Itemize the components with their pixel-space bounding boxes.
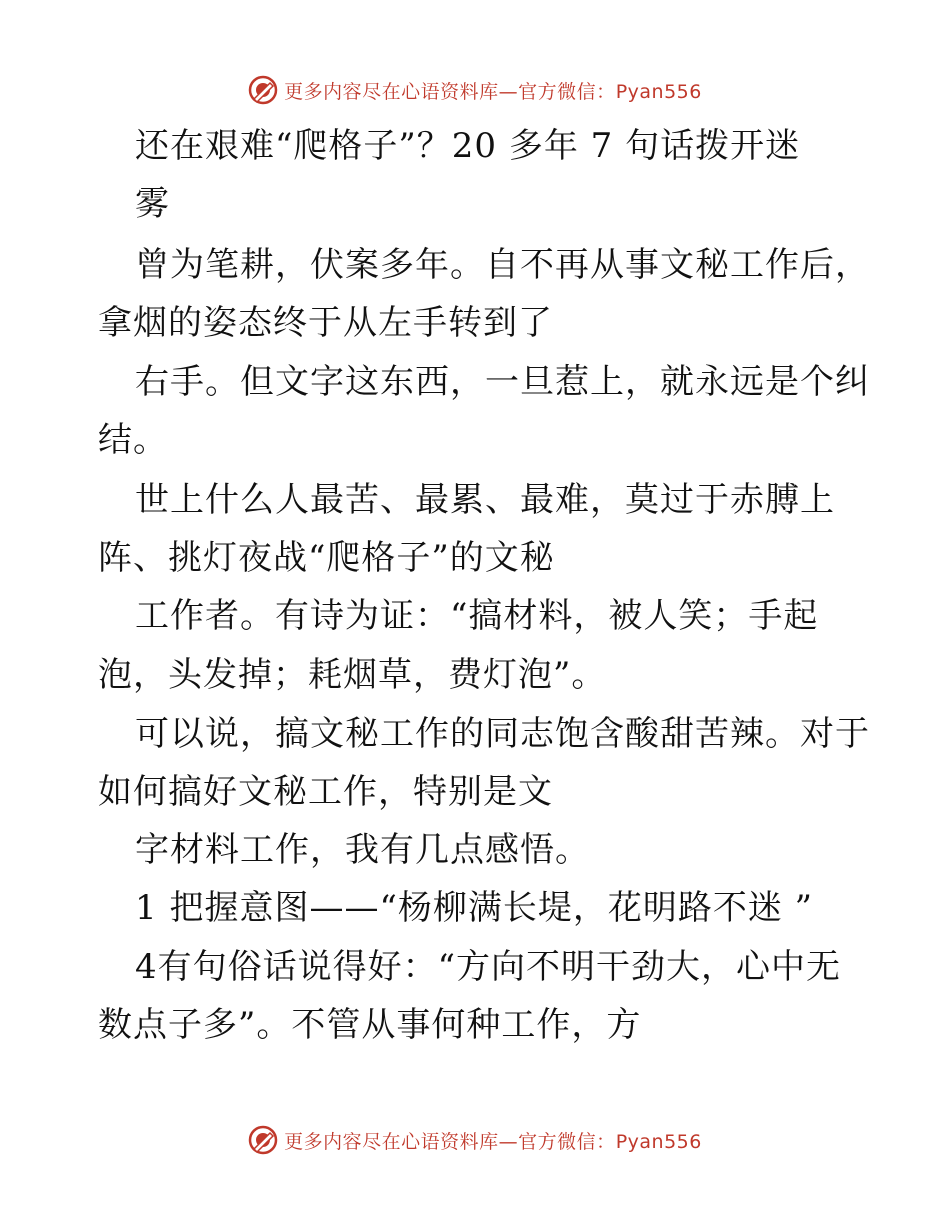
paragraph-line: 4有句俗话说得好：“方向不明干劲大，心中无: [135, 947, 842, 987]
banner-dash: —: [498, 80, 519, 103]
banner-wechat-id: Pyan556: [615, 80, 702, 103]
banner-wechat-label: 官方微信：: [518, 80, 616, 103]
paragraph-line: 结。: [98, 420, 168, 460]
banner-wechat-id: Pyan556: [615, 1130, 702, 1153]
title-line-2: 雾: [135, 184, 170, 224]
paragraph-line: 泡，头发掉；耗烟草，费灯泡”。: [98, 655, 607, 695]
banner-wechat-label: 官方微信：: [518, 1130, 616, 1153]
paragraph-line: 可以说，搞文秘工作的同志饱含酸甜苦辣。对于: [135, 714, 870, 754]
header-banner: [0, 70, 950, 110]
footer-banner: [0, 1120, 950, 1160]
banner-main-text: 更多内容尽在心语资料库: [284, 80, 499, 103]
section-heading: 1 把握意图——“杨柳满长堤，花明路不迷 ”: [135, 888, 814, 928]
paragraph-line: 字材料工作，我有几点感悟。: [135, 830, 590, 870]
paragraph-line: 工作者。有诗为证：“搞材料，被人笑；手起: [135, 596, 819, 636]
banner-text: [284, 1127, 702, 1154]
paragraph-line: 拿烟的姿态终于从左手转到了: [98, 303, 553, 343]
banner-dash: —: [498, 1130, 519, 1153]
pen-logo-icon: [248, 75, 278, 105]
title-line-1: 还在艰难“爬格子”？20 多年 7 句话拨开迷: [135, 126, 801, 166]
banner-text: [284, 77, 702, 104]
paragraph-line: 曾为笔耕，伏案多年。自不再从事文秘工作后，: [135, 245, 870, 285]
banner-main-text: 更多内容尽在心语资料库: [284, 1130, 499, 1153]
paragraph-line: 世上什么人最苦、最累、最难，莫过于赤膊上: [135, 480, 835, 520]
paragraph-line: 右手。但文字这东西，一旦惹上，就永远是个纠: [135, 362, 870, 402]
paragraph-line: 阵、挑灯夜战“爬格子”的文秘: [98, 538, 555, 578]
pen-logo-icon: [248, 1125, 278, 1155]
paragraph-line: 如何搞好文秘工作，特别是文: [98, 772, 553, 812]
paragraph-line: 数点子多”。不管从事何种工作，方: [98, 1005, 642, 1045]
